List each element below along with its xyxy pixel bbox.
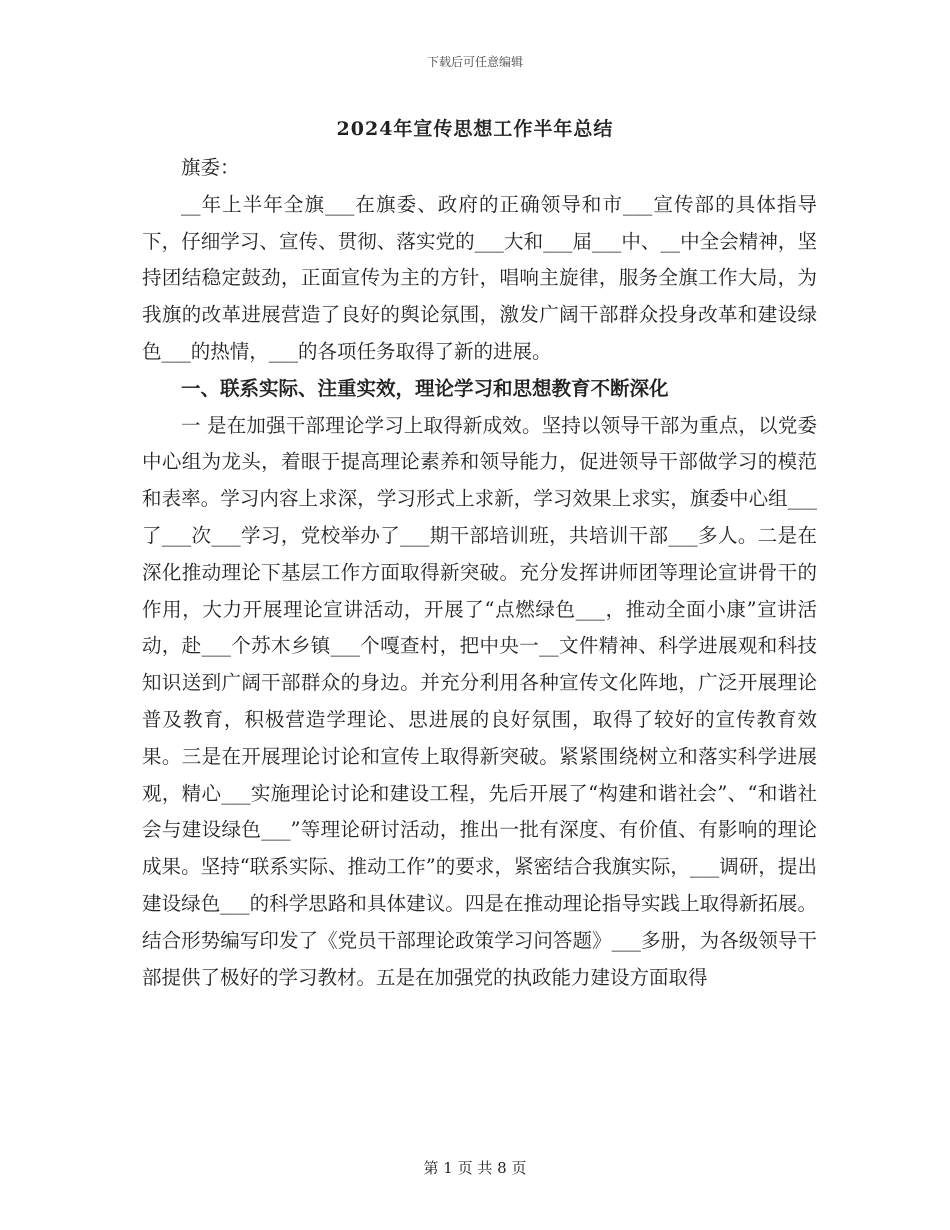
paragraph-intro: __年上半年全旗___在旗委、政府的正确领导和市___宣传部的具体指导下，仔细学习、宣传、贯彻、落实党的___大和___届___中、__中全会精神，坚持团结稳定鼓劲，正面宣传为主的方针，唱响主旋律，服务全旗工作大局，为我旗的改革进展营造了良好的舆论氛围，激发广阔干部群众投身改革和建设绿色___的热情，___的各项任务取得了新的进展。 — [142, 192, 817, 363]
document-body — [142, 150, 817, 996]
salutation: 旗委： — [181, 156, 240, 179]
section-heading: 一、联系实际、注重实效，理论学习和思想教育不断深化 — [181, 376, 669, 400]
document-title: 2024年宣传思想工作半年总结 — [336, 118, 614, 140]
page-footer: 第 1 页 共 8 页 — [423, 1159, 527, 1177]
paragraph-section-1: 一 是在加强干部理论学习上取得新成效。坚持以领导干部为重点，以党委中心组为龙头，着眼于提高理论素养和领导能力，促进领导干部做学习的模范和表率。学习内容上求深，学习形式上求新，学习效果上求实，旗委中心组___了___次___学习，党校举办了___期干部培训班，共培训干部___多人。二是在深化推动理论下基层工作方面取得新突破。充分发挥讲师团等理论宣讲骨干的作用，大力开展理论宣讲活动，开展了“点燃绿色___，推动全面小康”宣讲活动，赴___个苏木乡镇___个嘎查村，把中央一__文件精神、科学进展观和科技知识送到广阔干部群众的身边。并充分利用各种宣传文化阵地，广泛开展理论普及教育，积极营造学理论、思进展的良好氛围，取得了较好的宣传教育效果。三是在开展理论讨论和宣传上取得新突破。紧紧围绕树立和落实科学进展观，精心___实施理论讨论和建设工程，先后开展了“构建和谐社会”、“和谐社会与建设绿色___”等理论研讨活动，推出一批有深度、有价值、有影响的理论成果。坚持“联系实际、推动工作”的要求，紧密结合我旗实际，___调研，提出建设绿色___的科学思路和具体建议。四是在推动理论指导实践上取得新拓展。结合形势编写印发了《党员干部理论政策学习问答题》___多册，为各级领导干部提供了极好的学习教材。五是在加强党的执政能力建设方面取得 — [142, 413, 817, 989]
header-note: 下载后可任意编辑 — [426, 55, 523, 69]
